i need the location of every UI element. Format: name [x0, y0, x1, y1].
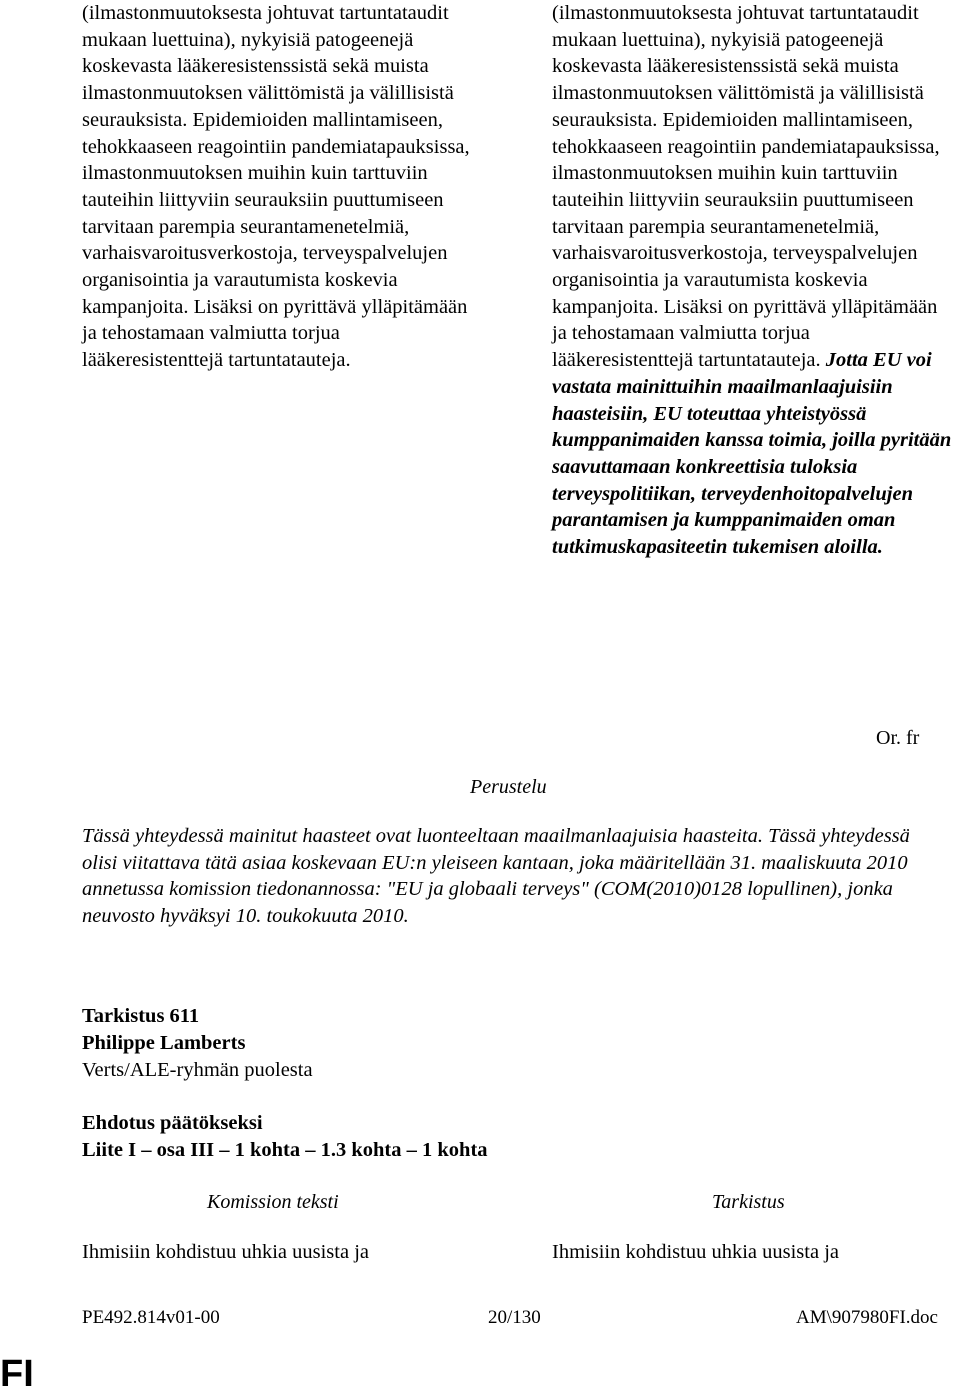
amendment-text-first-line: Ihmisiin kohdistuu uhkia uusista ja [552, 1241, 839, 1263]
footer-document-reference: PE492.814v01-00 [82, 1307, 220, 1328]
commission-text-first-line: Ihmisiin kohdistuu uhkia uusista ja [82, 1241, 369, 1263]
amendment-reference: Liite I – osa III – 1 kohta – 1.3 kohta – 1 kohta [82, 1139, 488, 1161]
amendment-text-paragraph [552, 0, 956, 561]
amendment-text-unchanged: (ilmastonmuutoksesta johtuvat tartuntataudit mukaan luettuina), nykyisiä patogeenejä koskevasta lääkeresistenssistä sekä muista ilmastonmuutoksen välittömistä ja välillisistä seurauksista. Epidemioiden mallintamiseen, tehokkaaseen reagointiin pandemiatapauksissa, ilmastonmuutoksen muihin kuin tarttuviin tauteihin liittyviin seurauksiin puuttumiseen tarvitaan parempia seurantamenetelmiä, varhaisvaroitusverkostoja, terveyspalvelujen organisointia ja varautumista koskevia kampanjoita. Lisäksi on pyrittävä ylläpitämään ja tehostamaan valmiutta torjua lääkeresistenttejä tartuntatauteja. [552, 2, 940, 372]
proposal-type: Ehdotus päätökseksi [82, 1112, 263, 1134]
commission-text-column [82, 0, 482, 374]
commission-text-heading: Komission teksti [207, 1191, 339, 1213]
footer-file-name: AM\907980FI.doc [796, 1307, 938, 1328]
commission-text-paragraph: (ilmastonmuutoksesta johtuvat tartuntataudit mukaan luettuina), nykyisiä patogeenejä koskevasta lääkeresistenssistä sekä muista ilmastonmuutoksen välittömistä ja välillisistä seurauksista. Epidemioiden mallintamiseen, tehokkaaseen reagointiin pandemiatapauksissa, ilmastonmuutoksen muihin kuin tarttuviin tauteihin liittyviin seurauksiin puuttumiseen tarvitaan parempia seurantamenetelmiä, varhaisvaroitusverkostoja, terveyspalvelujen organisointia ja varautumista koskevia kampanjoita. Lisäksi on pyrittävä ylläpitämään ja tehostamaan valmiutta torjua lääkeresistenttejä tartuntatauteja. [82, 2, 470, 372]
amendment-text-added: Jotta EU voi vastata mainittuihin maailmanlaajuisiin haasteisiin, EU toteuttaa yhteistyössä kumppanimaiden kanssa toimia, joilla pyritään saavuttamaan konkreettisia tuloksia terveyspolitiikan, terveydenhoitopalvelujen parantamisen ja kumppanimaiden oman tutkimuskapasiteetin tukemisen aloilla. [552, 349, 952, 559]
political-group: Verts/ALE-ryhmän puolesta [82, 1059, 313, 1081]
original-language-label: Or. fr [876, 727, 920, 749]
justification-text: Tässä yhteydessä mainitut haasteet ovat luonteeltaan maailmanlaajuisia haasteita. Tässä yhteydessä olisi viitattava tätä asiaa koskevaan EU:n yleiseen kantaan, joka määritellään 31. maaliskuuta 2010 annetussa komission tiedonannossa: "EU ja globaali terveys" (COM(2010)0128 lopullinen), jonka neuvosto hyväksyi 10. toukokuuta 2010. [82, 825, 910, 928]
amendment-number: Tarkistus 611 [82, 1005, 200, 1027]
footer-page-number: 20/130 [488, 1307, 541, 1328]
amendment-text-heading: Tarkistus [712, 1191, 785, 1213]
amendment-text-column [552, 0, 956, 561]
amendment-author: Philippe Lamberts [82, 1032, 246, 1054]
footer-language-code: FI [0, 1353, 34, 1395]
justification-heading: Perustelu [470, 776, 547, 798]
